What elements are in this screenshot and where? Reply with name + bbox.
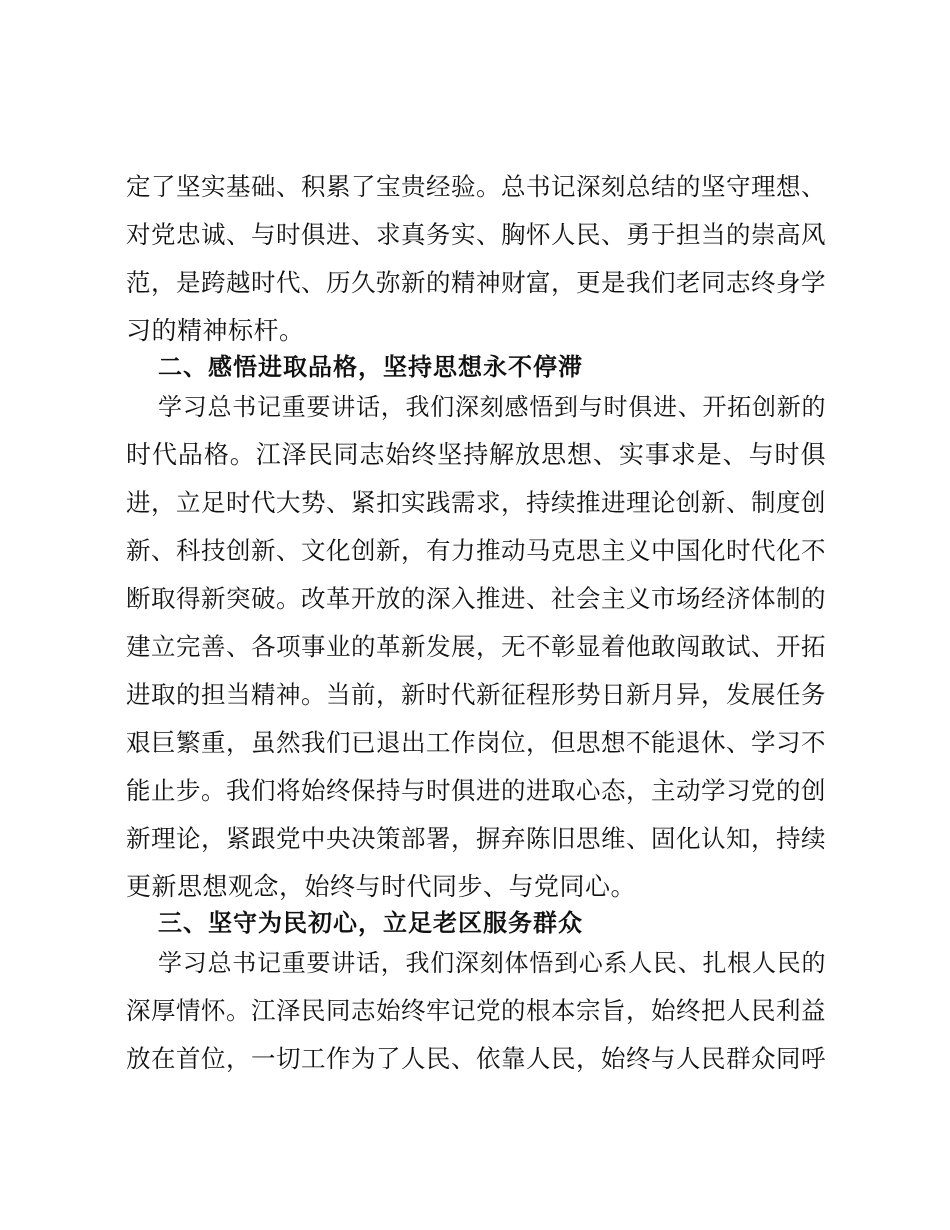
section-heading-2: 二、感悟进取品格，坚持思想永不停滞 [158,353,583,381]
body-text-line: 能止步。我们将始终保持与时俱进的进取心态，主动学习党的创 [126,776,826,805]
section-heading-3: 三、坚守为民初心，立足老区服务群众 [158,909,583,937]
body-text-line: 习的精神标杆。 [126,316,305,345]
body-text-line: 定了坚实基础、积累了宝贵经验。总书记深刻总结的坚守理想、 [126,172,826,201]
body-text-line: 对党忠诚、与时俱进、求真务实、胸怀人民、勇于担当的崇高风 [126,220,826,249]
body-text-line: 学习总书记重要讲话，我们深刻体悟到心系人民、扎根人民的 [158,949,826,977]
body-text-line: 放在首位，一切工作为了人民、依靠人民，始终与人民群众同呼 [126,1044,826,1073]
body-text-line: 新理论，紧跟党中央决策部署，摒弃陈旧思维、固化认知，持续 [126,824,826,853]
body-text-line: 更新思想观念，始终与时代同步、与党同心。 [126,872,637,901]
body-text-line: 断取得新突破。改革开放的深入推进、社会主义市场经济体制的 [126,584,826,613]
body-text-line: 艰巨繁重，虽然我们已退出工作岗位，但思想不能退休、学习不 [126,728,826,757]
body-text-line: 进，立足时代大势、紧扣实践需求，持续推进理论创新、制度创 [126,488,826,517]
body-text-line: 进取的担当精神。当前，新时代新征程形势日新月异，发展任务 [126,680,826,709]
body-text-line: 范，是跨越时代、历久弥新的精神财富，更是我们老同志终身学 [126,268,826,297]
body-text-line: 新、科技创新、文化创新，有力推动马克思主义中国化时代化不 [126,536,826,565]
body-text-line: 深厚情怀。江泽民同志始终牢记党的根本宗旨，始终把人民利益 [126,996,826,1025]
body-text-line: 学习总书记重要讲话，我们深刻感悟到与时俱进、开拓创新的 [158,393,826,421]
body-text-line: 建立完善、各项事业的革新发展，无不彰显着他敢闯敢试、开拓 [126,632,826,661]
body-text-line: 时代品格。江泽民同志始终坚持解放思想、实事求是、与时俱 [126,440,826,469]
